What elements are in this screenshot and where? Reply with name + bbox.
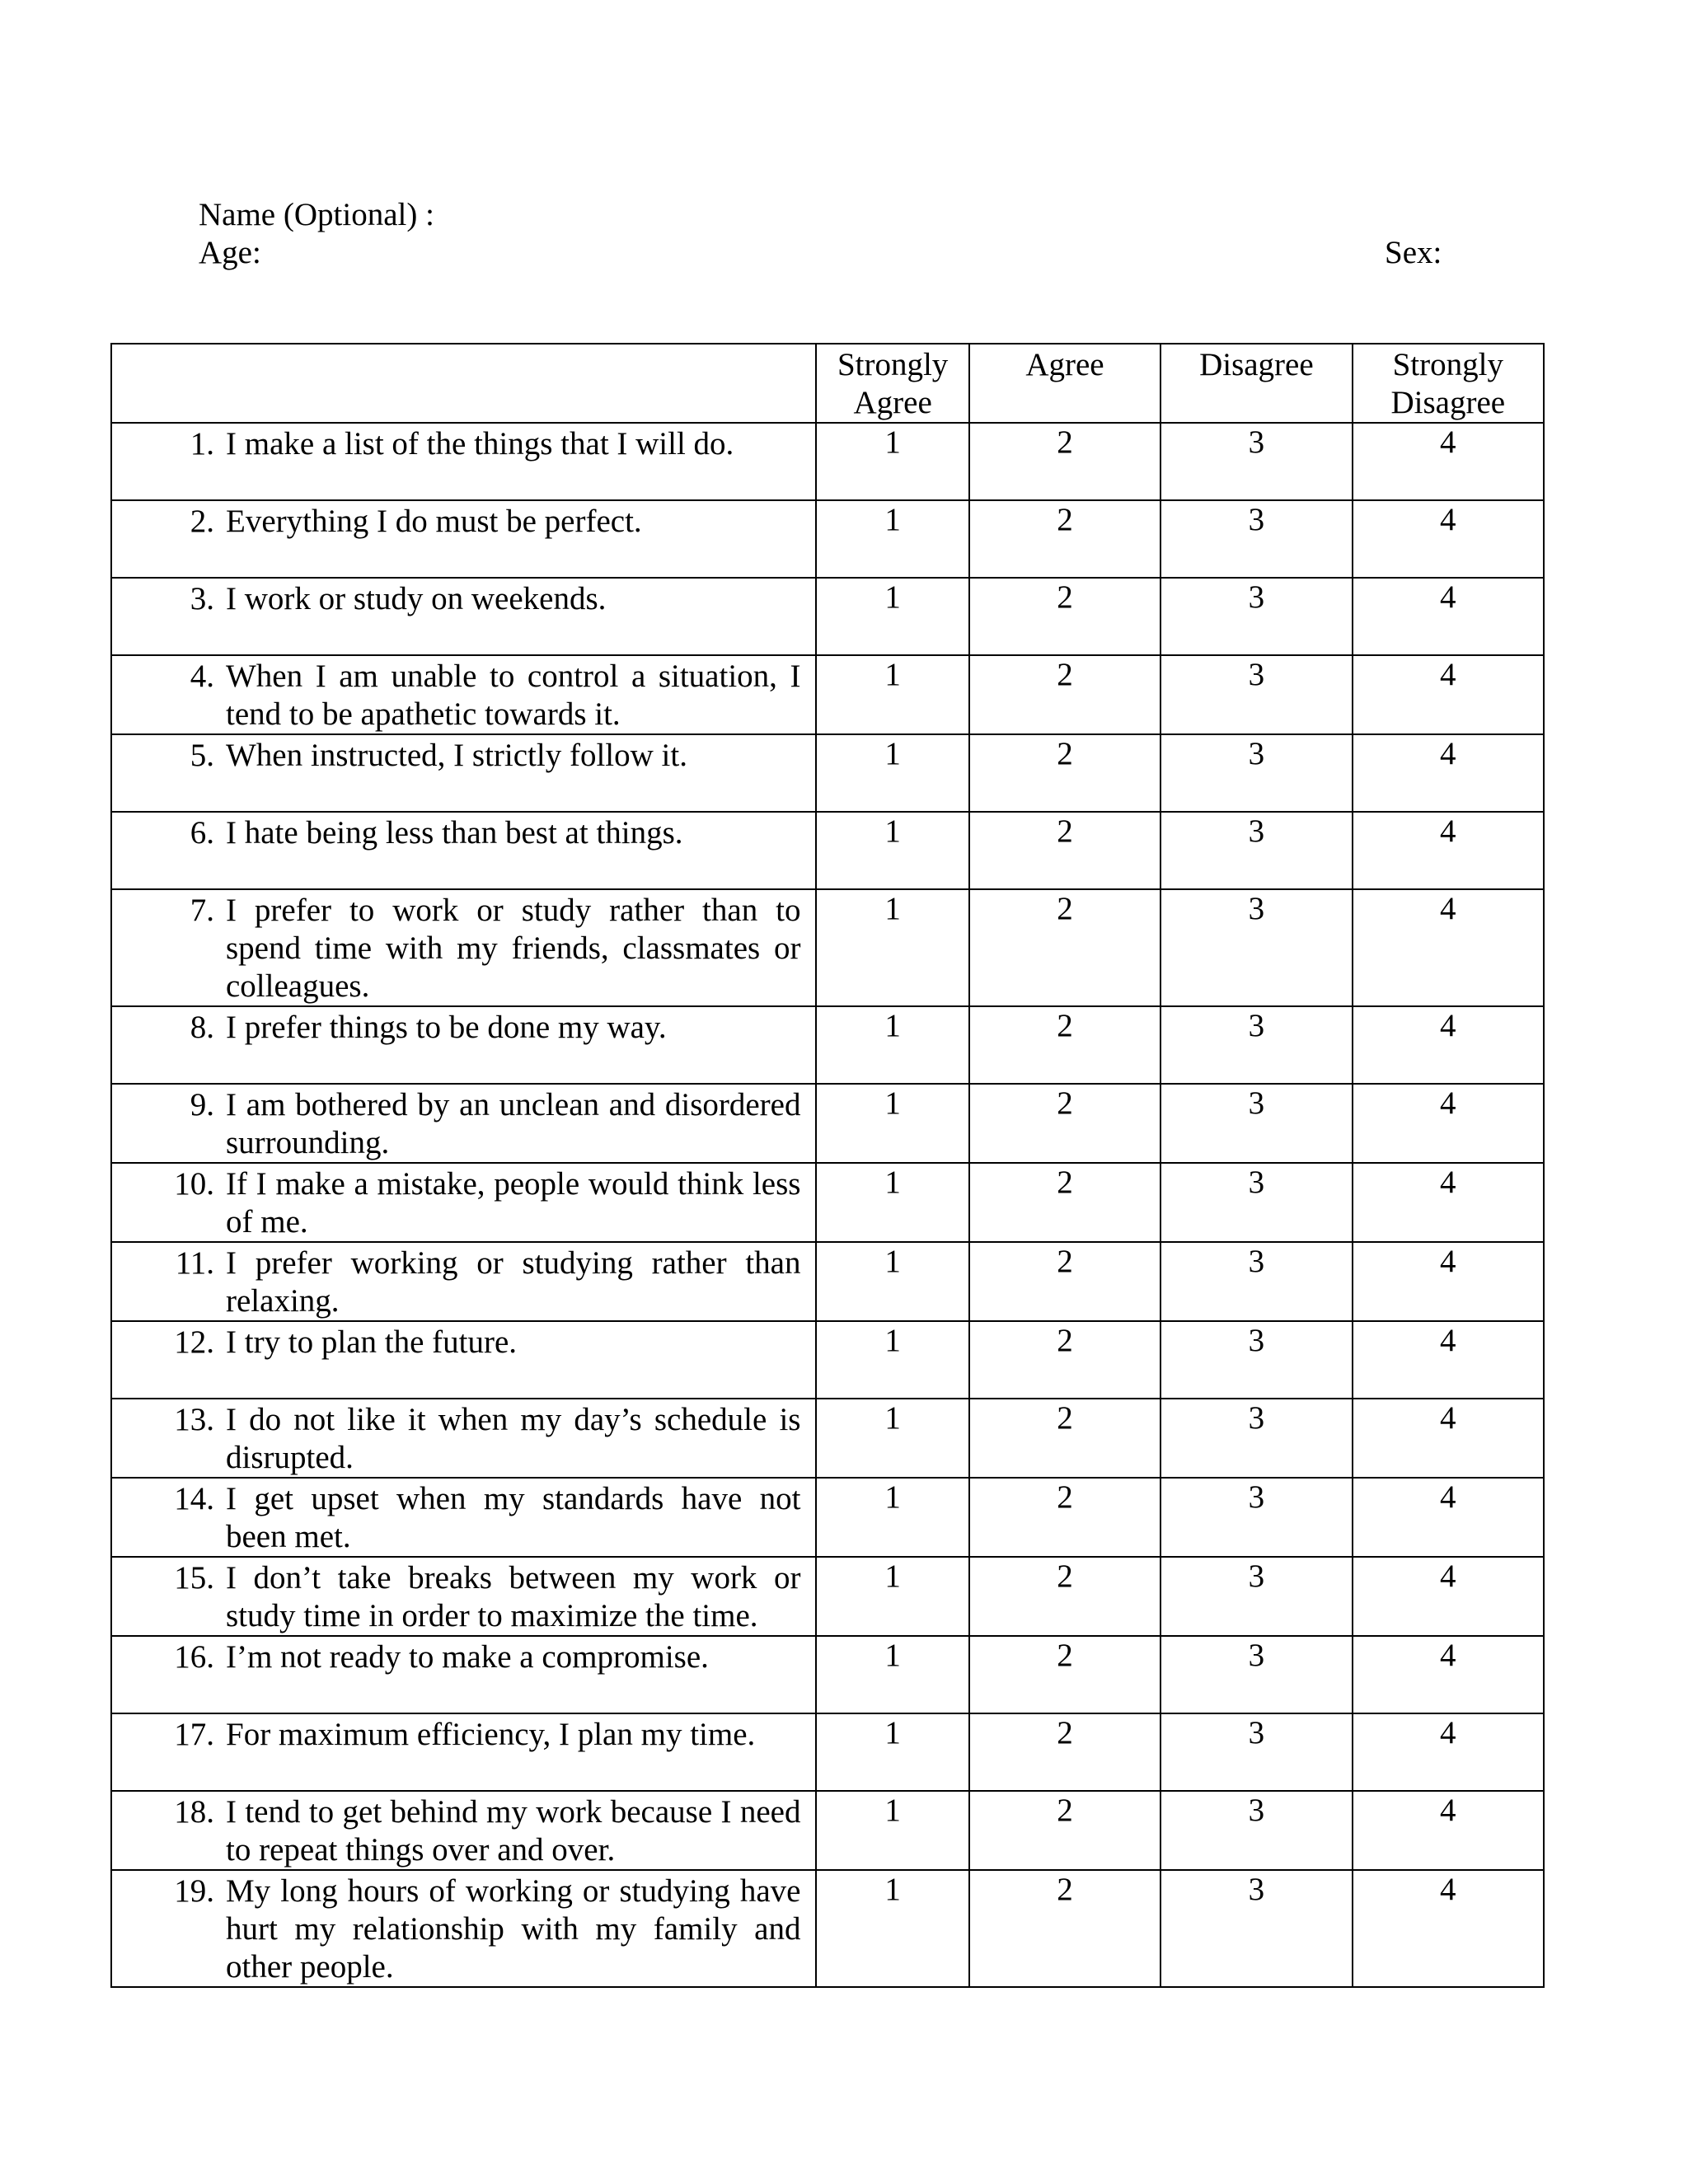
table-row	[111, 1636, 1544, 1713]
item-statement: I prefer working or studying rather than relaxing.	[226, 1245, 801, 1319]
rating-cell-disagree[interactable]: 3	[1160, 1321, 1352, 1399]
rating-cell-strongly-disagree[interactable]: 4	[1353, 1006, 1544, 1084]
rating-cell-strongly-agree[interactable]: 1	[816, 1636, 968, 1713]
item-number: 15.	[174, 1560, 214, 1596]
item-statement: I try to plan the future.	[226, 1324, 518, 1360]
rating-cell-strongly-disagree[interactable]: 4	[1353, 1084, 1544, 1163]
column-header-line: Agree	[853, 385, 932, 420]
item-cell	[111, 1163, 816, 1242]
item-number: 3.	[190, 581, 214, 616]
item-content	[112, 813, 815, 852]
item-statement: I don’t take breaks between my work or study time in order to maximize the time.	[226, 1560, 801, 1633]
table-row	[111, 1713, 1544, 1791]
table-row	[111, 1321, 1544, 1399]
item-statement: I prefer things to be done my way.	[226, 1010, 667, 1045]
rating-cell-strongly-agree[interactable]: 1	[816, 1399, 968, 1478]
rating-cell-disagree[interactable]: 3	[1160, 1557, 1352, 1636]
item-column-header	[111, 344, 816, 423]
item-number: 9.	[190, 1087, 214, 1122]
column-header-strongly-agree	[816, 344, 968, 423]
rating-cell-disagree[interactable]: 3	[1160, 1084, 1352, 1163]
item-content	[112, 1871, 815, 1986]
item-cell	[111, 1870, 816, 1987]
rating-cell-disagree[interactable]: 3	[1160, 500, 1352, 578]
rating-cell-strongly-disagree[interactable]: 4	[1353, 734, 1544, 812]
table-row	[111, 423, 1544, 500]
item-cell	[111, 578, 816, 655]
rating-cell-strongly-agree[interactable]: 1	[816, 655, 968, 734]
rating-cell-strongly-agree[interactable]: 1	[816, 578, 968, 655]
rating-cell-disagree[interactable]: 3	[1160, 655, 1352, 734]
rating-cell-strongly-agree[interactable]: 1	[816, 1870, 968, 1987]
item-statement: I do not like it when my day’s schedule is disrupted.	[226, 1402, 801, 1475]
item-statement: When I am unable to control a situation, I tend to be apathetic towards it.	[226, 658, 801, 732]
item-cell	[111, 1478, 816, 1557]
item-cell	[111, 500, 816, 578]
rating-cell-agree[interactable]: 2	[969, 500, 1160, 578]
item-cell	[111, 1242, 816, 1321]
column-header-line: Strongly	[837, 347, 949, 382]
item-cell	[111, 1084, 816, 1163]
rating-cell-strongly-disagree[interactable]: 4	[1353, 1557, 1544, 1636]
item-content	[112, 1792, 815, 1869]
item-statement: I tend to get behind my work because I need to repeat things over and over.	[226, 1794, 801, 1868]
rating-cell-agree[interactable]: 2	[969, 1084, 1160, 1163]
item-number: 4.	[190, 658, 214, 694]
rating-cell-strongly-agree[interactable]: 1	[816, 1557, 968, 1636]
column-header-line: Agree	[1025, 347, 1104, 382]
item-number: 2.	[190, 504, 214, 539]
item-number: 1.	[190, 426, 214, 462]
column-header-agree	[969, 344, 1160, 423]
item-content	[112, 1085, 815, 1162]
table-row	[111, 1242, 1544, 1321]
rating-cell-disagree[interactable]: 3	[1160, 1163, 1352, 1242]
item-cell	[111, 1713, 816, 1791]
rating-cell-strongly-agree[interactable]: 1	[816, 734, 968, 812]
rating-cell-disagree[interactable]: 3	[1160, 578, 1352, 655]
column-header-line: Disagree	[1199, 347, 1314, 382]
rating-cell-disagree[interactable]: 3	[1160, 1713, 1352, 1791]
column-header-disagree	[1160, 344, 1352, 423]
rating-cell-disagree[interactable]: 3	[1160, 889, 1352, 1006]
survey-body	[111, 423, 1544, 1987]
rating-cell-agree[interactable]: 2	[969, 1713, 1160, 1791]
name-field-label: Name (Optional) :	[199, 197, 434, 232]
column-header-strongly-disagree	[1353, 344, 1544, 423]
rating-cell-disagree[interactable]: 3	[1160, 1791, 1352, 1870]
item-cell	[111, 1321, 816, 1399]
table-row	[111, 578, 1544, 655]
rating-cell-disagree[interactable]: 3	[1160, 1242, 1352, 1321]
item-statement: My long hours of working or studying have hurt my relationship with my family and other people.	[226, 1873, 801, 1985]
rating-cell-agree[interactable]: 2	[969, 812, 1160, 889]
rating-cell-strongly-disagree[interactable]: 4	[1353, 1791, 1544, 1870]
item-number: 13.	[174, 1402, 214, 1437]
item-statement: I prefer to work or study rather than to spend time with my friends, classmates or colleagues.	[226, 893, 801, 1004]
rating-cell-agree[interactable]: 2	[969, 1163, 1160, 1242]
item-content	[112, 579, 815, 618]
item-content	[112, 656, 815, 733]
item-statement: For maximum efficiency, I plan my time.	[226, 1717, 756, 1752]
table-row	[111, 1399, 1544, 1478]
rating-cell-strongly-agree[interactable]: 1	[816, 1006, 968, 1084]
rating-cell-strongly-agree[interactable]: 1	[816, 1084, 968, 1163]
rating-cell-strongly-agree[interactable]: 1	[816, 1242, 968, 1321]
rating-cell-agree[interactable]: 2	[969, 1557, 1160, 1636]
rating-cell-strongly-disagree[interactable]: 4	[1353, 655, 1544, 734]
rating-cell-strongly-agree[interactable]: 1	[816, 423, 968, 500]
item-statement: Everything I do must be perfect.	[226, 504, 642, 539]
item-number: 17.	[174, 1717, 214, 1752]
table-row	[111, 1478, 1544, 1557]
table-row	[111, 889, 1544, 1006]
rating-cell-agree[interactable]: 2	[969, 423, 1160, 500]
rating-cell-strongly-disagree[interactable]: 4	[1353, 1870, 1544, 1987]
sex-field-label: Sex:	[1385, 235, 1442, 270]
item-content	[112, 890, 815, 1005]
item-content	[112, 1558, 815, 1635]
rating-cell-strongly-disagree[interactable]: 4	[1353, 1713, 1544, 1791]
item-content	[112, 1007, 815, 1047]
table-row	[111, 1084, 1544, 1163]
rating-cell-strongly-disagree[interactable]: 4	[1353, 578, 1544, 655]
rating-cell-strongly-agree[interactable]: 1	[816, 500, 968, 578]
rating-cell-strongly-agree[interactable]: 1	[816, 812, 968, 889]
rating-cell-disagree[interactable]: 3	[1160, 734, 1352, 812]
rating-cell-agree[interactable]: 2	[969, 1870, 1160, 1987]
rating-cell-agree[interactable]: 2	[969, 1636, 1160, 1713]
rating-cell-strongly-agree[interactable]: 1	[816, 889, 968, 1006]
rating-cell-disagree[interactable]: 3	[1160, 1636, 1352, 1713]
rating-cell-strongly-agree[interactable]: 1	[816, 1791, 968, 1870]
rating-cell-strongly-disagree[interactable]: 4	[1353, 1163, 1544, 1242]
item-content	[112, 424, 815, 463]
rating-cell-strongly-disagree[interactable]: 4	[1353, 1321, 1544, 1399]
rating-cell-agree[interactable]: 2	[969, 578, 1160, 655]
item-number: 5.	[190, 738, 214, 773]
item-cell	[111, 1557, 816, 1636]
table-row	[111, 1557, 1544, 1636]
item-number: 11.	[175, 1245, 214, 1281]
item-cell	[111, 655, 816, 734]
item-content	[112, 1714, 815, 1754]
item-cell	[111, 423, 816, 500]
table-row	[111, 1006, 1544, 1084]
rating-cell-agree[interactable]: 2	[969, 734, 1160, 812]
item-content	[112, 501, 815, 541]
item-statement: I’m not ready to make a compromise.	[226, 1639, 709, 1675]
table-row	[111, 500, 1544, 578]
table-row	[111, 1163, 1544, 1242]
rating-cell-agree[interactable]: 2	[969, 1321, 1160, 1399]
item-cell	[111, 1399, 816, 1478]
column-header-line: Disagree	[1390, 385, 1506, 420]
item-cell	[111, 1006, 816, 1084]
item-cell	[111, 812, 816, 889]
item-content	[112, 1479, 815, 1556]
rating-cell-disagree[interactable]: 3	[1160, 1870, 1352, 1987]
item-content	[112, 1399, 815, 1477]
rating-cell-strongly-disagree[interactable]: 4	[1353, 1242, 1544, 1321]
item-number: 6.	[190, 815, 214, 851]
item-statement: If I make a mistake, people would think less of me.	[226, 1166, 801, 1240]
rating-cell-disagree[interactable]: 3	[1160, 1478, 1352, 1557]
rating-cell-agree[interactable]: 2	[969, 655, 1160, 734]
survey-table	[110, 343, 1545, 1988]
rating-cell-strongly-disagree[interactable]: 4	[1353, 1636, 1544, 1713]
table-row	[111, 1870, 1544, 1987]
item-statement: I get upset when my standards have not been met.	[226, 1481, 801, 1554]
column-header-line: Strongly	[1392, 347, 1503, 382]
rating-cell-strongly-agree[interactable]: 1	[816, 1163, 968, 1242]
item-number: 16.	[174, 1639, 214, 1675]
item-statement: When instructed, I strictly follow it.	[226, 738, 687, 773]
item-cell	[111, 734, 816, 812]
age-field-label: Age:	[199, 235, 261, 270]
item-number: 19.	[174, 1873, 214, 1909]
item-number: 18.	[174, 1794, 214, 1830]
item-number: 10.	[174, 1166, 214, 1202]
rating-cell-agree[interactable]: 2	[969, 1478, 1160, 1557]
rating-cell-agree[interactable]: 2	[969, 889, 1160, 1006]
rating-cell-strongly-disagree[interactable]: 4	[1353, 500, 1544, 578]
table-row	[111, 1791, 1544, 1870]
rating-cell-disagree[interactable]: 3	[1160, 1399, 1352, 1478]
item-content	[112, 1637, 815, 1676]
item-content	[112, 735, 815, 775]
item-number: 14.	[174, 1481, 214, 1516]
rating-cell-strongly-agree[interactable]: 1	[816, 1713, 968, 1791]
rating-cell-strongly-disagree[interactable]: 4	[1353, 423, 1544, 500]
item-statement: I am bothered by an unclean and disordered surrounding.	[226, 1087, 801, 1160]
rating-cell-disagree[interactable]: 3	[1160, 812, 1352, 889]
rating-cell-strongly-agree[interactable]: 1	[816, 1321, 968, 1399]
item-content	[112, 1322, 815, 1361]
item-content	[112, 1164, 815, 1241]
item-cell	[111, 1636, 816, 1713]
item-statement: I work or study on weekends.	[226, 581, 607, 616]
item-content	[112, 1243, 815, 1320]
rating-cell-agree[interactable]: 2	[969, 1791, 1160, 1870]
rating-cell-agree[interactable]: 2	[969, 1006, 1160, 1084]
item-statement: I hate being less than best at things.	[226, 815, 683, 851]
rating-cell-strongly-agree[interactable]: 1	[816, 1478, 968, 1557]
rating-cell-disagree[interactable]: 3	[1160, 1006, 1352, 1084]
rating-cell-agree[interactable]: 2	[969, 1399, 1160, 1478]
item-number: 12.	[174, 1324, 214, 1360]
table-row	[111, 812, 1544, 889]
item-number: 8.	[190, 1010, 214, 1045]
rating-cell-strongly-disagree[interactable]: 4	[1353, 812, 1544, 889]
item-statement: I make a list of the things that I will do.	[226, 426, 734, 462]
rating-cell-agree[interactable]: 2	[969, 1242, 1160, 1321]
rating-cell-strongly-disagree[interactable]: 4	[1353, 1478, 1544, 1557]
item-cell	[111, 889, 816, 1006]
item-number: 7.	[190, 893, 214, 928]
rating-cell-disagree[interactable]: 3	[1160, 423, 1352, 500]
table-row	[111, 734, 1544, 812]
table-row	[111, 655, 1544, 734]
rating-cell-strongly-disagree[interactable]: 4	[1353, 889, 1544, 1006]
table-header-row	[111, 344, 1544, 423]
item-cell	[111, 1791, 816, 1870]
rating-cell-strongly-disagree[interactable]: 4	[1353, 1399, 1544, 1478]
